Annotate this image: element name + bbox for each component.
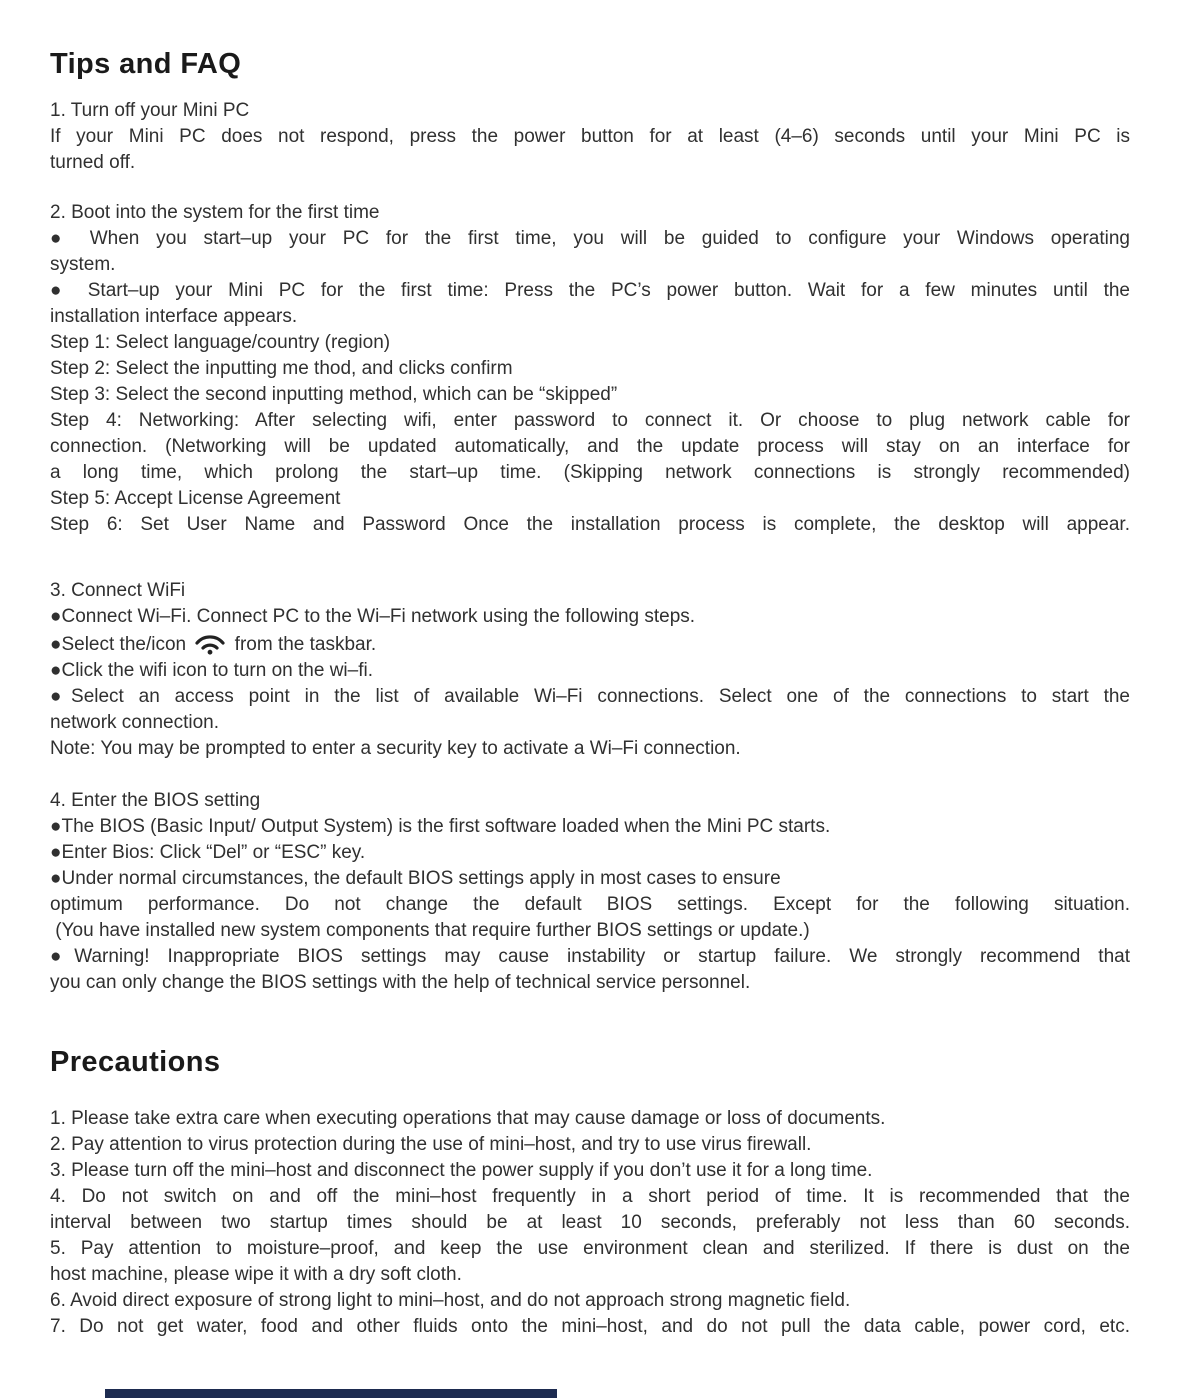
text-line: host machine, please wipe it with a dry soft cloth. — [50, 1264, 462, 1285]
text-line: ●Select an access point in the list of available Wi–Fi connections. Select one of the connections to start the — [50, 686, 1130, 707]
text-line: 4. Enter the BIOS setting — [50, 790, 261, 811]
section-heading: Tips and FAQ — [50, 48, 242, 80]
wifi-icon — [193, 630, 227, 655]
text-line: ●Click the wifi icon to turn on the wi–fi. — [50, 660, 373, 681]
text-line: ●Under normal circumstances, the default BIOS settings apply in most cases to ensure — [50, 868, 781, 889]
text-line: you can only change the BIOS settings with the help of technical service personnel. — [50, 972, 751, 993]
text-line: ●Enter Bios: Click “Del” or “ESC” key. — [50, 842, 366, 863]
text-line: Step 4: Networking: After selecting wifi, enter password to connect it. Or choose to plug network cable for — [50, 410, 1130, 431]
text-line: 7. Do not get water, food and other fluids onto the mini–host, and do not pull the data cable, power cord, etc. — [50, 1316, 1130, 1337]
spacer — [50, 996, 1130, 1044]
text-line: 6. Avoid direct exposure of strong light to mini–host, and do not approach strong magnetic field. — [50, 1290, 851, 1311]
text-line: 3. Connect WiFi — [50, 580, 186, 601]
text-line: ●Warning! Inappropriate BIOS settings may cause instability or startup failure. We strongly recommend that — [50, 946, 1130, 967]
text-line: 1. Please take extra care when executing operations that may cause damage or loss of documents. — [50, 1108, 886, 1129]
text-line: ●The BIOS (Basic Input/ Output System) is the first software loaded when the Mini PC starts. — [50, 816, 831, 837]
text-line: ● When you start–up your PC for the first time, you will be guided to configure your Windows operating — [50, 228, 1130, 249]
spacer — [50, 762, 1130, 788]
text-line: Step 6: Set User Name and Password Once the installation process is complete, the desktop will appear. — [50, 514, 1130, 535]
spacer — [50, 176, 1130, 200]
text-line: system. — [50, 254, 116, 275]
text-line: Step 2: Select the inputting me thod, and clicks confirm — [50, 358, 513, 379]
text-line: Note: You may be prompted to enter a security key to activate a Wi–Fi connection. — [50, 738, 741, 759]
text-line: network connection. — [50, 712, 219, 733]
text-line: 3. Please turn off the mini–host and disconnect the power supply if you don’t use it for a long time. — [50, 1160, 873, 1181]
text-line: interval between two startup times should be at least 10 seconds, preferably not less than 60 seconds. — [50, 1212, 1130, 1233]
text-segment: from the taskbar. — [229, 634, 377, 655]
text-line: If your Mini PC does not respond, press the power button for at least (4–6) seconds until your Mini PC is — [50, 126, 1130, 147]
text-line: turned off. — [50, 152, 136, 173]
text-line: (You have installed new system components that require further BIOS settings or update.) — [50, 920, 810, 941]
text-line: 2. Boot into the system for the first time — [50, 202, 380, 223]
text-line: 5. Pay attention to moisture–proof, and keep the use environment clean and sterilized. If there is dust on the — [50, 1238, 1130, 1259]
text-line: 2. Pay attention to virus protection during the use of mini–host, and try to use virus firewall. — [50, 1134, 812, 1155]
text-line: Step 5: Accept License Agreement — [50, 488, 341, 509]
section-heading: Precautions — [50, 1046, 221, 1078]
spacer — [50, 82, 1130, 98]
spacer — [50, 538, 1130, 578]
text-line: ●Connect Wi–Fi. Connect PC to the Wi–Fi network using the following steps. — [50, 606, 696, 627]
document-body — [50, 46, 1130, 1340]
text-line: connection. (Networking will be updated automatically, and the update process will stay on an interface for — [50, 436, 1130, 457]
footer-decoration-bar — [105, 1389, 557, 1398]
text-line: installation interface appears. — [50, 306, 298, 327]
text-line: optimum performance. Do not change the default BIOS settings. Except for the following situation. — [50, 894, 1130, 915]
text-line: Step 1: Select language/country (region) — [50, 332, 391, 353]
text-line: a long time, which prolong the start–up time. (Skipping network connections is strongly recommended) — [50, 462, 1130, 483]
text-line-with-icon — [50, 630, 1130, 658]
spacer — [50, 1080, 1130, 1106]
text-line: ● Start–up your Mini PC for the first time: Press the PC’s power button. Wait for a few minutes until the — [50, 280, 1130, 301]
text-line: 1. Turn off your Mini PC — [50, 100, 250, 121]
text-line: Step 3: Select the second inputting method, which can be “skipped” — [50, 384, 618, 405]
text-line: 4. Do not switch on and off the mini–host frequently in a short period of time. It is recommended that the — [50, 1186, 1130, 1207]
text-segment: ●Select the/icon — [50, 634, 192, 655]
